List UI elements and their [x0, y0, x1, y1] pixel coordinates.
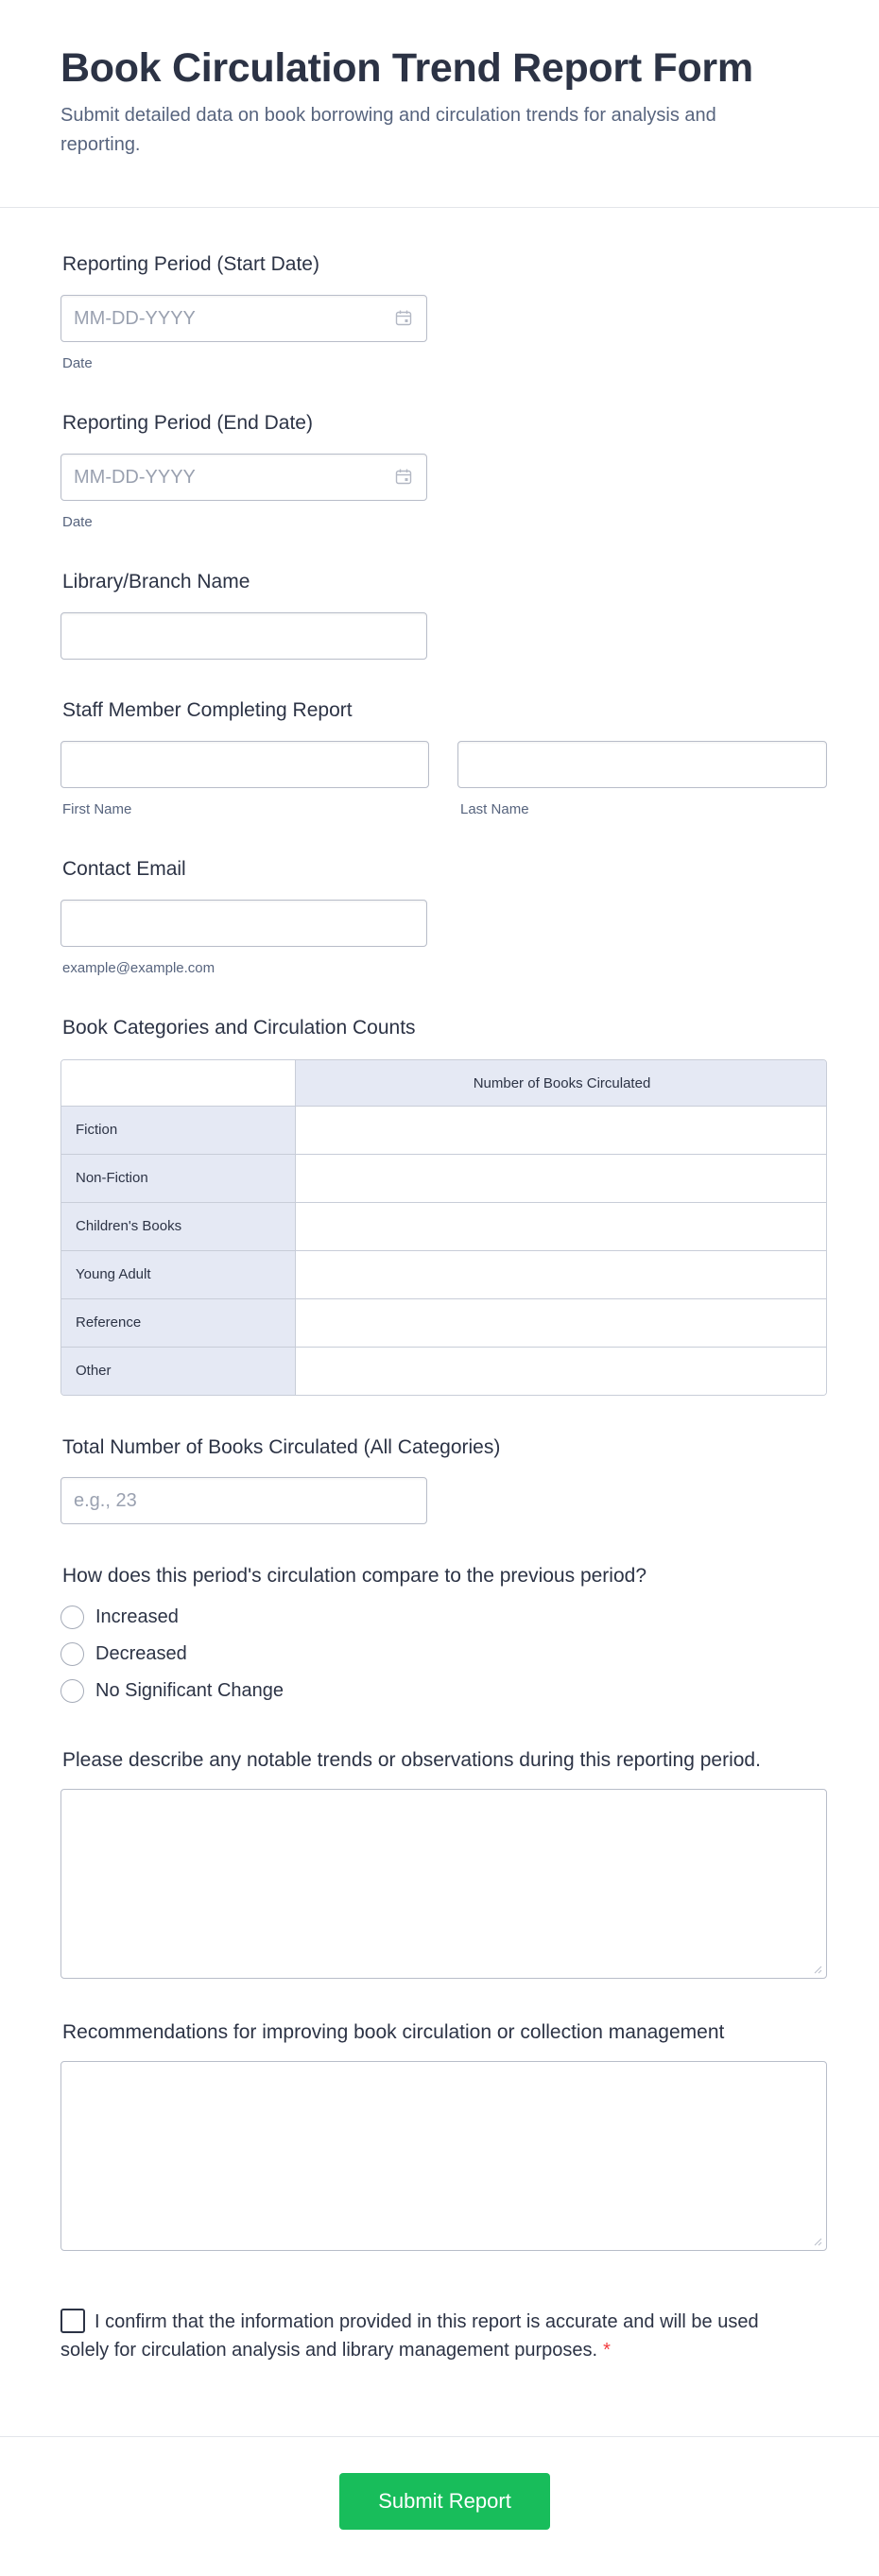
matrix-row-label: Children's Books	[61, 1203, 295, 1250]
footer-divider	[0, 2436, 879, 2437]
first-name-input[interactable]	[60, 741, 429, 788]
start-date-placeholder: MM-DD-YYYY	[74, 308, 196, 329]
matrix-row-label: Other	[61, 1348, 295, 1396]
circulation-matrix	[60, 1059, 827, 1396]
calendar-icon[interactable]	[394, 309, 413, 328]
last-name-sublabel: Last Name	[460, 801, 529, 817]
radio-label[interactable]: Decreased	[95, 1643, 187, 1664]
required-mark: *	[603, 2340, 611, 2361]
form-subtitle: Submit detailed data on book borrowing and circulation trends for analysis and reporting.	[60, 105, 716, 155]
comparison-label: How does this period's circulation compare to the previous period?	[62, 1565, 647, 1587]
last-name-input[interactable]	[457, 741, 827, 788]
end-date-label: Reporting Period (End Date)	[62, 412, 313, 434]
resize-handle-icon[interactable]	[813, 2237, 822, 2246]
library-name-input[interactable]	[60, 612, 427, 660]
consent-checkbox[interactable]	[60, 2309, 85, 2333]
matrix-cell-input[interactable]	[295, 1348, 827, 1396]
matrix-row	[61, 1299, 827, 1348]
trends-textarea[interactable]	[60, 1789, 827, 1979]
matrix-row	[61, 1251, 827, 1299]
start-date-sublabel: Date	[62, 355, 93, 371]
matrix-column-header: Number of Books Circulated	[295, 1060, 827, 1107]
radio-button[interactable]	[60, 1642, 84, 1666]
matrix-row-label: Reference	[61, 1299, 295, 1347]
matrix-cell-input[interactable]	[295, 1107, 827, 1154]
recommendations-textarea[interactable]	[60, 2061, 827, 2251]
form-header	[0, 0, 879, 208]
email-field[interactable]	[60, 900, 427, 947]
start-date-label: Reporting Period (Start Date)	[62, 253, 319, 275]
end-date-placeholder: MM-DD-YYYY	[74, 467, 196, 488]
library-name-label: Library/Branch Name	[62, 571, 250, 592]
matrix-cell-input[interactable]	[295, 1299, 827, 1347]
matrix-cell-input[interactable]	[295, 1155, 827, 1202]
radio-label[interactable]: No Significant Change	[95, 1680, 284, 1701]
matrix-row	[61, 1107, 827, 1155]
matrix-row	[61, 1155, 827, 1203]
staff-label: Staff Member Completing Report	[62, 699, 353, 721]
matrix-row-label: Young Adult	[61, 1251, 295, 1298]
total-input[interactable]	[60, 1477, 427, 1524]
radio-button[interactable]	[60, 1679, 84, 1703]
matrix-cell-input[interactable]	[295, 1251, 827, 1298]
calendar-icon[interactable]	[394, 468, 413, 487]
categories-label: Book Categories and Circulation Counts	[62, 1017, 416, 1039]
consent-field	[60, 2308, 779, 2364]
end-date-input[interactable]	[60, 454, 427, 501]
recommendations-label: Recommendations for improving book circulation or collection management	[62, 2021, 725, 2043]
consent-text[interactable]: I confirm that the information provided in this report is accurate and will be used solely for circulation analysis and library management purposes.	[60, 2311, 759, 2361]
form-title: Book Circulation Trend Report Form	[60, 45, 753, 91]
total-label: Total Number of Books Circulated (All Categories)	[62, 1436, 501, 1458]
radio-label[interactable]: Increased	[95, 1606, 179, 1627]
matrix-row	[61, 1203, 827, 1251]
start-date-input[interactable]	[60, 295, 427, 342]
matrix-row-label: Fiction	[61, 1107, 295, 1154]
end-date-sublabel: Date	[62, 514, 93, 530]
resize-handle-icon[interactable]	[813, 1965, 822, 1974]
email-sublabel: example@example.com	[62, 960, 215, 976]
contact-email-label: Contact Email	[62, 858, 186, 880]
submit-button[interactable]: Submit Report	[339, 2473, 550, 2530]
trends-label: Please describe any notable trends or observations during this reporting period.	[62, 1749, 761, 1771]
matrix-row	[61, 1348, 827, 1396]
matrix-corner	[61, 1060, 295, 1107]
matrix-cell-input[interactable]	[295, 1203, 827, 1250]
matrix-row-label: Non-Fiction	[61, 1155, 295, 1202]
first-name-sublabel: First Name	[62, 801, 132, 817]
total-placeholder: e.g., 23	[74, 1490, 137, 1511]
radio-button[interactable]	[60, 1606, 84, 1629]
